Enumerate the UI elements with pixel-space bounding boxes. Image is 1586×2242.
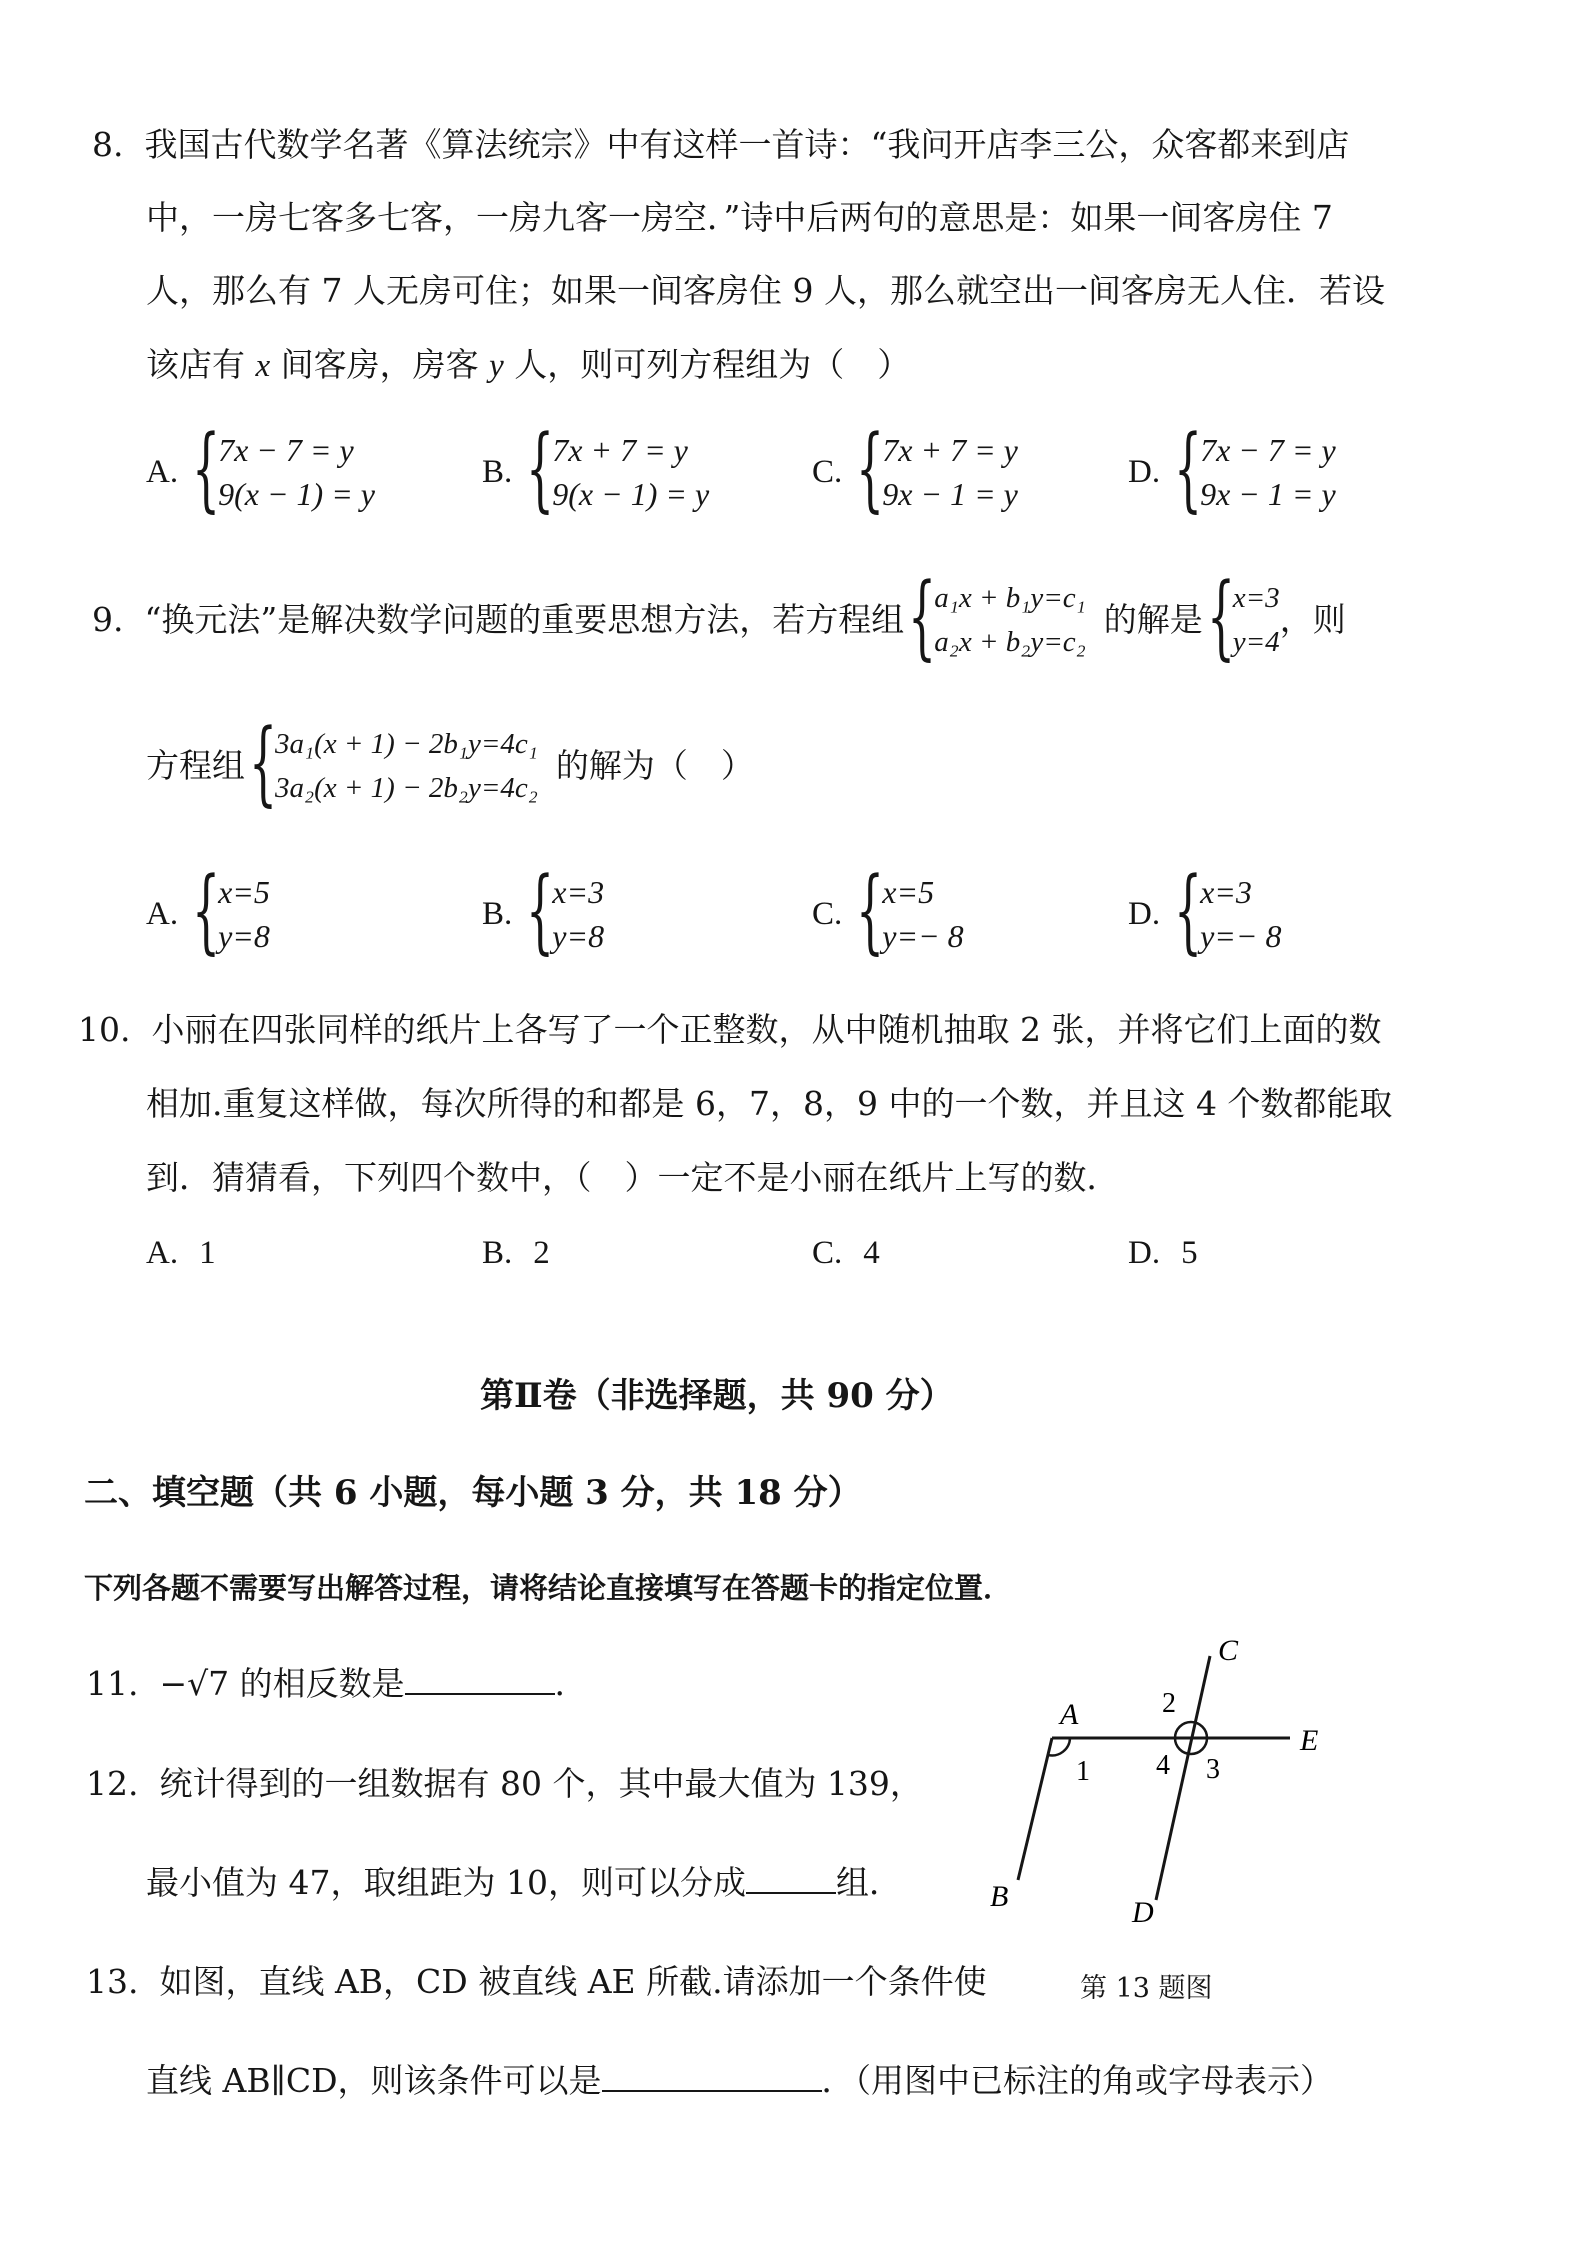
q12-text-line1: 统计得到的一组数据有 80 个，其中最大值为 139， [159, 1764, 923, 1803]
equation: x=3 [1232, 582, 1280, 614]
equation: 3a₁(x + 1) − 2b₁y=4c₁ [275, 728, 538, 760]
q10-line1 [78, 1010, 1381, 1050]
equation: 7x + 7 = y [552, 432, 688, 468]
q12-line2 [146, 1862, 902, 1903]
label-angle-4: 4 [1156, 1750, 1170, 1781]
section-title: 第Ⅱ卷（非选择题，共 90 分） [480, 1376, 954, 1416]
equation: 9(x − 1) = y [218, 476, 375, 512]
q8-text-line2: 中，一房七客多七客，一房九客一房空．”诗中后两句的意思是：如果一间客房住 7 [146, 198, 1333, 237]
q11-number: 11. [86, 1664, 139, 1703]
q8-line4-part-c: 人，则可列方程组为（ ） [503, 345, 911, 384]
q12-text-line2a: 最小值为 47，取组距为 10，则可以分成 [146, 1863, 746, 1902]
option-value: 5 [1181, 1235, 1198, 1271]
q12-answer-blank[interactable] [746, 1862, 836, 1894]
part2-heading: 二、填空题（共 6 小题，每小题 3 分，共 18 分） [84, 1473, 862, 1513]
q8-option-c[interactable] [812, 415, 1018, 522]
q13-figure [960, 1620, 1340, 1940]
equation: 7x + 7 = y [882, 432, 1018, 468]
equation-system [1200, 428, 1336, 516]
brace-icon: { [1174, 857, 1203, 964]
q13-line2 [146, 2060, 1333, 2101]
q13-line1 [86, 1962, 987, 2002]
brace-icon: { [192, 857, 221, 964]
q10-text-line2: 相加.重复这样做，每次所得的和都是 6，7，8，9 中的一个数，并且这 4 个数都能取 [146, 1084, 1393, 1123]
q13-figure-caption: 第 13 题图 [1080, 1973, 1213, 2004]
q10-option-d[interactable] [1128, 1232, 1198, 1273]
q9-solution [1233, 576, 1280, 664]
option-label: A. [146, 895, 179, 932]
q10-number: 10. [78, 1010, 131, 1049]
q8-text-line1: 我国古代数学名著《算法统宗》中有这样一首诗：“我问开店李三公，众客都来到店 [144, 125, 1350, 164]
q8-var-y: y [489, 348, 504, 384]
brace-icon: { [526, 857, 555, 964]
q8-text-line4 [146, 345, 910, 386]
q12-number: 12. [86, 1764, 139, 1803]
q10-text-line3: 到．猜猜看，下列四个数中，（ ）一定不是小丽在纸片上写的数． [146, 1158, 1120, 1197]
q11-text-a: −√7 的相反数是 [159, 1664, 405, 1703]
equation: 7x − 7 = y [218, 432, 354, 468]
q10-option-b[interactable] [482, 1232, 550, 1273]
q11-line [86, 1663, 588, 1704]
label-d: D [1132, 1896, 1154, 1929]
q9-text-b: 的解是 [1103, 600, 1203, 639]
label-b: B [990, 1880, 1009, 1913]
equation: 9x − 1 = y [882, 476, 1018, 512]
equation-system [1200, 870, 1281, 958]
option-label: C. [812, 1235, 843, 1271]
option-label: B. [482, 1235, 513, 1271]
brace-icon: { [856, 415, 885, 522]
equation-system [552, 428, 709, 516]
q10-option-c[interactable] [812, 1232, 880, 1273]
equation: 7x − 7 = y [1200, 432, 1336, 468]
q13-text-line2a: 直线 AB∥CD，则该条件可以是 [146, 2061, 602, 2100]
equation: y=8 [552, 918, 605, 954]
q8-line4-part-b: 间客房，房客 [270, 345, 490, 384]
label-c: C [1218, 1634, 1239, 1667]
option-value: 2 [533, 1235, 550, 1271]
equation: 3a₂(x + 1) − 2b₂y=4c₂ [275, 772, 538, 804]
brace-icon: { [1174, 415, 1203, 522]
equation-system [552, 870, 604, 958]
equation-system [882, 870, 963, 958]
equation: y=8 [218, 918, 270, 954]
equation: y=− 8 [1200, 918, 1282, 954]
q12-text-line2b: 组． [835, 1863, 902, 1902]
brace-icon: { [526, 415, 555, 522]
equation: x=3 [1200, 874, 1252, 910]
equation: 9(x − 1) = y [552, 476, 710, 512]
label-angle-2: 2 [1162, 1688, 1176, 1719]
q8-text-line3: 人，那么有 7 人无房可住；如果一间客房住 9 人，那么就空出一间客房无人住．若设 [146, 271, 1385, 310]
q12-line1 [86, 1764, 923, 1804]
instruction: 下列各题不需要写出解答过程，请将结论直接填写在答题卡的指定位置． [84, 1571, 1013, 1605]
q9-line1 [92, 563, 1346, 670]
q8-option-b[interactable] [482, 415, 710, 522]
q9-number: 9. [92, 600, 124, 639]
q9-text-d: 方程组 [146, 746, 245, 785]
option-value: 1 [199, 1235, 216, 1271]
option-label: B. [482, 453, 513, 490]
q13-answer-blank[interactable] [602, 2060, 822, 2092]
brace-icon: { [1206, 563, 1235, 670]
line-ab [1018, 1738, 1052, 1880]
brace-icon: { [856, 857, 885, 964]
option-label: C. [812, 895, 843, 932]
option-label: D. [1128, 453, 1161, 490]
q11-text-b: ． [554, 1664, 588, 1703]
brace-icon: { [908, 563, 937, 670]
equation-system [218, 428, 375, 516]
equation-system [882, 428, 1018, 516]
q8-option-d[interactable] [1128, 415, 1336, 522]
equation: y=− 8 [882, 918, 964, 954]
q8-line4-part-a: 该店有 [146, 345, 256, 384]
q9-option-a[interactable] [146, 857, 270, 964]
q10-text-line1: 小丽在四张同样的纸片上各写了一个正整数，从中随机抽取 2 张，并将它们上面的数 [151, 1010, 1382, 1049]
q9-system2 [275, 722, 538, 810]
q13-text-line2b: ．（用图中已标注的角或字母表示） [821, 2061, 1334, 2100]
equation: 9x − 1 = y [1200, 476, 1336, 512]
q9-text-e: 的解为（ ） [555, 746, 754, 785]
option-label: C. [812, 453, 843, 490]
option-label: D. [1128, 1235, 1161, 1271]
option-label: D. [1128, 895, 1161, 932]
option-label: A. [146, 1235, 179, 1271]
q9-line2 [146, 709, 754, 816]
q10-option-a[interactable] [146, 1232, 216, 1273]
option-label: A. [146, 453, 179, 490]
q9-option-d[interactable] [1128, 857, 1282, 964]
equation: x=5 [882, 874, 935, 910]
q9-text-c: ，则 [1279, 600, 1346, 639]
equation: a₁x + b₁y=c₁ [934, 582, 1086, 614]
q9-text-a: “换元法”是解决数学问题的重要思想方法，若方程组 [144, 600, 905, 639]
q11-answer-blank[interactable] [405, 1663, 555, 1695]
option-label: B. [482, 895, 513, 932]
q8-number: 8. [92, 125, 124, 164]
q13-number: 13. [86, 1962, 139, 2001]
equation: x=5 [218, 874, 270, 910]
q9-option-b[interactable] [482, 857, 605, 964]
equation: x=3 [552, 874, 605, 910]
label-e: E [1300, 1724, 1319, 1757]
label-angle-3: 3 [1206, 1754, 1220, 1785]
label-a: A [1060, 1698, 1079, 1731]
equation: a₂x + b₂y=c₂ [934, 626, 1086, 658]
q8-option-a[interactable] [146, 415, 375, 522]
q8-var-x: x [255, 348, 271, 384]
option-value: 4 [863, 1235, 880, 1271]
q13-text-line1: 如图，直线 AB，CD 被直线 AE 所截.请添加一个条件使 [159, 1962, 987, 2001]
brace-icon: { [192, 415, 221, 522]
brace-icon: { [249, 709, 278, 816]
equation-system [218, 870, 270, 958]
equation: y=4 [1232, 626, 1280, 658]
q8-line1 [92, 125, 1349, 165]
label-angle-1: 1 [1076, 1756, 1090, 1787]
q9-option-c[interactable] [812, 857, 964, 964]
q9-system1 [934, 576, 1086, 664]
